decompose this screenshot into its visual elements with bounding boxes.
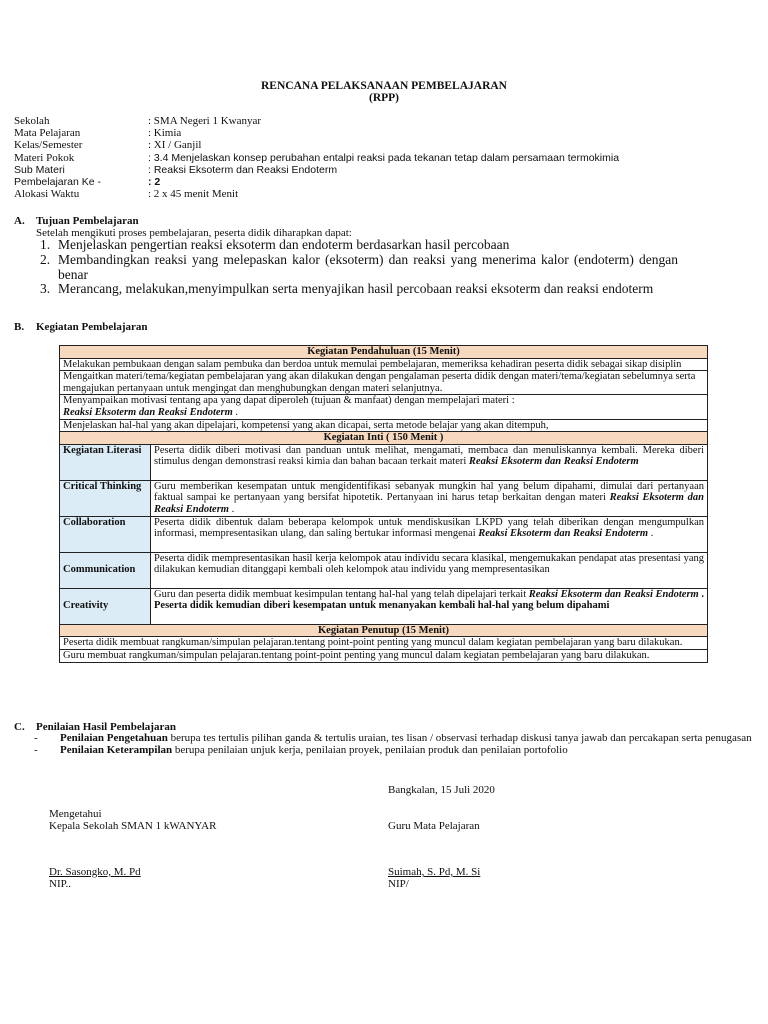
pendahuluan-row-motivation: [60, 395, 708, 419]
section-number: B.: [14, 321, 25, 333]
assessment-type: Penilaian Keterampilan: [60, 743, 173, 756]
motivation-topic: Reaksi Eksoterm dan Reaksi Endoterm: [63, 406, 233, 418]
assessment-list: [30, 733, 768, 756]
literasi-text: [151, 444, 708, 480]
identity-block: [14, 115, 619, 200]
section-b-heading: [14, 321, 148, 333]
assessment-desc: berupa tes tertulis pilihan ganda & tertulis uraian, tes lisan / observasi terhadap diskusi tanya jawab dan percakapan serta penugasan: [167, 732, 752, 744]
identity-label: Sekolah: [14, 115, 50, 127]
identity-value: : Reaksi Eksoterm dan Reaksi Endoterm: [148, 163, 338, 176]
creativity-body: Guru dan peserta didik membuat kesimpulan tentang hal-hal yang telah dipelajari terkait: [154, 588, 529, 600]
pendahuluan-row: Mengaitkan materi/tema/kegiatan pembelajaran yang akan dilakukan dengan pengalaman peserta didik dengan materi/tema/kegiatan sebelumnya serta mengajukan pertanyaan untuk mengingat dan menghubungkan dengan materi selanjutnya.: [60, 371, 708, 395]
identity-label: Materi Pokok: [14, 151, 75, 164]
collaboration-body: Peserta didik dibentuk dalam beberapa kelompok untuk mendiskusikan LKPD yang telah diberikan dengan mengumpulkan informasi, mempresentasikan ulang, dan saling bertukar informasi mengenai: [154, 516, 704, 540]
collaboration-text: [151, 516, 708, 552]
motivation-text: Menyampaikan motivasi tentang apa yang dapat diperoleh (tujuan & manfaat) dengan mempelajari materi :: [63, 395, 515, 407]
penutup-header: Kegiatan Penutup (15 Menit): [60, 624, 708, 637]
identity-value: : 2 x 45 menit Menit: [148, 188, 239, 201]
communication-label: Communication: [60, 552, 151, 588]
pendahuluan-row: Melakukan pembukaan dengan salam pembuka dan berdoa untuk memulai pembelajaran, memeriksa kehadiran peserta didik sebagai sikap disiplin: [60, 358, 708, 371]
penutup-row: Guru membuat rangkuman/simpulan pelajaran.tentang point-point penting yang muncul dalam kegiatan pembelajaran yang baru dilakukan.: [60, 649, 708, 662]
section-a-intro: Setelah mengikuti proses pembelajaran, peserta didik diharapkan dapat:: [36, 227, 352, 239]
identity-value: : 2: [148, 175, 161, 188]
document-title: RENCANA PELAKSANAAN PEMBELAJARAN: [261, 80, 507, 92]
goal-number: 1.: [40, 237, 51, 252]
identity-value: : 3.4 Menjelaskan konsep perubahan entalpi reaksi pada tekanan tetap dalam persamaan termokimia: [148, 151, 620, 164]
literasi-emph: Reaksi Eksoterm dan Reaksi Endoterm: [468, 456, 639, 468]
identity-value: : XI / Ganjil: [148, 139, 202, 152]
goal-item: [40, 253, 678, 283]
assessment-desc: berupa penilaian unjuk kerja, penilaian proyek, penilaian produk dan penilaian portofolio: [172, 743, 568, 756]
teacher-title: Guru Mata Pelajaran: [388, 820, 480, 832]
goal-number: 3.: [40, 281, 51, 297]
bullet: -: [34, 732, 38, 744]
collaboration-tail: .: [648, 528, 654, 540]
penutup-row: Peserta didik membuat rangkuman/simpulan pelajaran.tentang point-point penting yang muncul dalam kegiatan pembelajaran yang baru dilakukan.: [60, 637, 708, 650]
document-subtitle: (RPP): [368, 92, 399, 104]
creativity-text: [151, 588, 708, 624]
bullet: -: [34, 743, 38, 756]
identity-row-pertemuan: [14, 176, 619, 188]
section-a-heading: [14, 215, 139, 227]
section-number: A.: [14, 215, 25, 227]
assessment-type: Penilaian Pengetahuan: [60, 732, 168, 744]
goal-text: Menjelaskan pengertian reaksi eksoterm dan endoterm berdasarkan hasil percobaan: [58, 237, 510, 252]
goal-item: [40, 282, 678, 297]
motivation-tail: .: [232, 406, 239, 418]
pendahuluan-row: Menjelaskan hal-hal yang akan dipelajari, kompetensi yang akan dicapai, serta metode belajar yang akan ditempuh,: [60, 419, 708, 432]
principal-title: Kepala Sekolah SMAN 1 kWANYAR: [49, 820, 217, 832]
goal-item: [40, 238, 678, 253]
goals-list: [40, 238, 678, 297]
identity-value: : SMA Negeri 1 Kwanyar: [148, 115, 262, 127]
goal-text: Membandingkan reaksi yang melepaskan kalor (eksoterm) dan reaksi yang menerima kalor (endoterm) dengan benar: [58, 251, 678, 282]
critical-text: [151, 480, 708, 516]
identity-row-materi: [14, 152, 619, 164]
assessment-text: [60, 745, 768, 757]
creativity-tail: . Peserta didik kemudian diberi kesempatan untuk menanyakan kembali hal-hal yang belum dipahami: [154, 588, 704, 612]
activities-table-wrap: [59, 345, 708, 663]
section-title: Tujuan Pembelajaran: [36, 215, 139, 227]
critical-label: Critical Thinking: [60, 480, 151, 516]
section-number: C.: [14, 721, 25, 733]
literasi-body: Peserta didik diberi motivasi dan panduan untuk melihat, mengamati, membaca dan menuliskannya kembali. Mereka diberi stimulus dengan demonstrasi reaksi kimia dan bahan bacaan terkait materi: [154, 444, 704, 468]
identity-label: Sub Materi: [14, 163, 65, 176]
pendahuluan-header: Kegiatan Pendahuluan (15 Menit): [60, 346, 708, 359]
identity-label: Mata Pelajaran: [14, 127, 81, 140]
section-title: Penilaian Hasil Pembelajaran: [36, 721, 176, 733]
identity-value: : Kimia: [148, 127, 182, 140]
collaboration-emph: Reaksi Eksoterm dan Reaksi Endoterm: [478, 528, 649, 540]
place-date: Bangkalan, 15 Juli 2020: [388, 784, 495, 796]
identity-row-kelas: [14, 139, 619, 151]
identity-row-alokasi: [14, 188, 619, 200]
collaboration-label: Collaboration: [60, 516, 151, 552]
assessment-item: [30, 745, 768, 757]
identity-row-sekolah: [14, 115, 619, 127]
critical-tail: .: [228, 503, 235, 515]
creativity-label: Creativity: [60, 588, 151, 624]
communication-text: Peserta didik mempresentasikan hasil kerja kelompok atau individu secara klasikal, mengemukakan pendapat atas presentasi yang dilakukan kemudian ditanggapi kembali oleh kelompok atau individu yang mempresentasikan: [151, 552, 708, 588]
teacher-name: Suimah, S. Pd, M. Si: [388, 866, 481, 878]
principal-name: Dr. Sasongko, M. Pd: [49, 866, 141, 878]
activities-table: [59, 345, 708, 663]
identity-row-submateri: [14, 164, 619, 176]
identity-label: Kelas/Semester: [14, 139, 83, 152]
identity-label: Alokasi Waktu: [14, 188, 80, 201]
creativity-emph: Reaksi Eksoterm dan Reaksi Endoterm: [528, 588, 699, 600]
literasi-label: Kegiatan Literasi: [60, 444, 151, 480]
critical-body: Guru memberikan kesempatan untuk mengidentifikasi sebanyak mungkin hal yang belum dipahami, dimulai dari pertanyaan faktual sampai ke pertanyaan yang bersifat hipotetik. Pertanyaan ini harus tetap berkaitan dengan materi: [154, 480, 704, 504]
identity-label: Pembelajaran Ke -: [14, 175, 101, 188]
teacher-nip: NIP/: [388, 878, 409, 890]
identity-row-mapel: [14, 127, 619, 139]
inti-header: Kegiatan Inti ( 150 Menit ): [60, 432, 708, 445]
goal-text: Merancang, melakukan,menyimpulkan serta menyajikan hasil percobaan reaksi eksoterm dan reaksi endoterm: [58, 281, 654, 297]
section-title: Kegiatan Pembelajaran: [36, 321, 148, 333]
principal-nip: NIP..: [49, 878, 72, 890]
critical-emph: Reaksi Eksoterm dan Reaksi Endoterm: [154, 492, 704, 515]
goal-number: 2.: [40, 251, 51, 267]
acknowledged-label: Mengetahui: [49, 808, 102, 820]
